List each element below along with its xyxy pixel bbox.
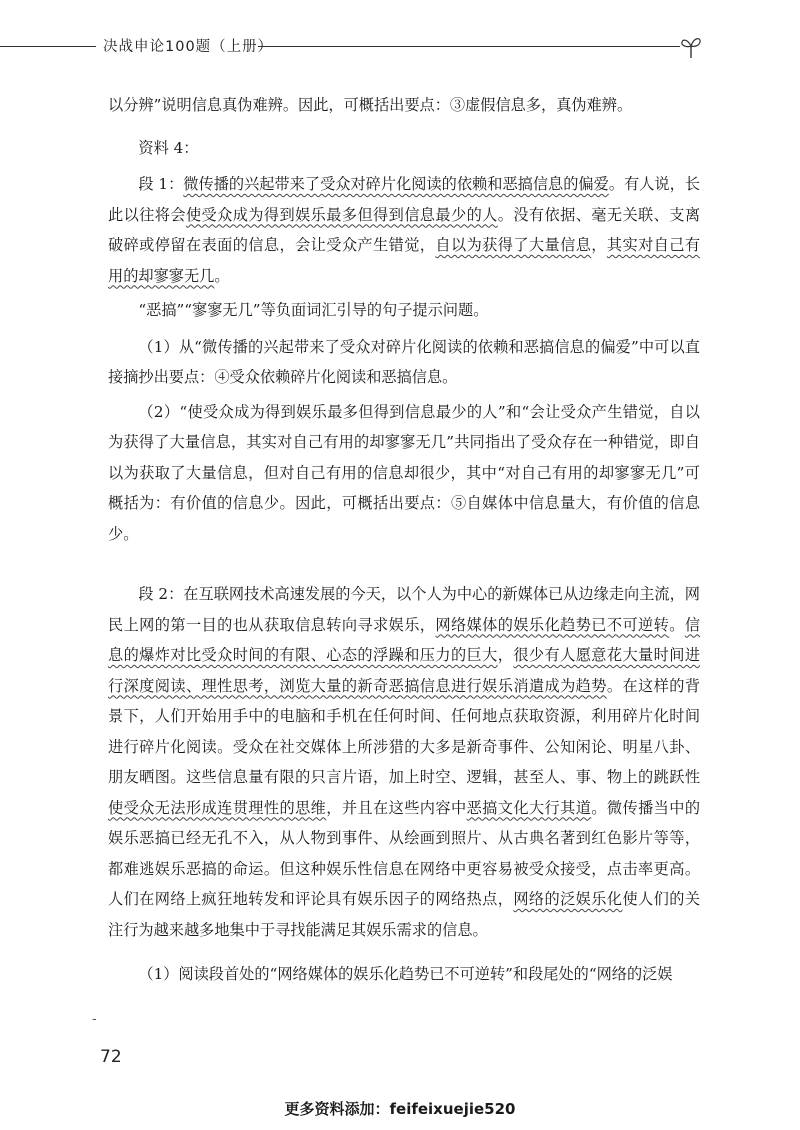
text-run: 使人们的关注行为越来越多地集中于寻找能满足其娱乐需求的信息。 bbox=[108, 890, 701, 939]
header-title: 决战申论100题（上册） bbox=[103, 39, 274, 55]
margin-mark: - bbox=[92, 1012, 97, 1027]
continued-paragraph: 以分辨”说明信息真伪难辨。因此，可概括出要点：③虚假信息多，真伪难辨。 bbox=[108, 96, 633, 114]
text-run: 。在这样的背景下，人们开始用手中的电脑和手机在任何时间、任何地点获取资源，利用碎片化时间进行碎片化阅读。受众在社交媒体上所涉猎的大多是新奇事件、公知闲论、明星八卦、朋友晒图。这些信息量有限的只言片语，加上时空、逻辑，甚至人、事、物上的跳跃性 bbox=[108, 676, 701, 786]
segment-label: 段 1： bbox=[138, 175, 184, 193]
text-run: ， bbox=[497, 646, 514, 664]
text-run: 。 bbox=[669, 615, 685, 634]
text-run: ，并且在这些内容中 bbox=[326, 798, 467, 817]
page-body bbox=[108, 90, 700, 990]
text-run: ， bbox=[591, 236, 607, 254]
header-rule-right bbox=[258, 46, 680, 47]
underlined-phrase: 网络媒体的娱乐化趋势已不可逆转 bbox=[435, 615, 670, 634]
running-header bbox=[0, 34, 800, 60]
analysis-item-3: （1）阅读段首处的“网络媒体的娱乐化趋势已不可逆转”和段尾处的“网络的泛娱 bbox=[138, 965, 673, 983]
material-segment-1 bbox=[108, 169, 700, 291]
analysis-item-1: （1）从“微传播的兴起带来了受众对碎片化阅读的依赖和恶搞信息的偏爱”中可以直接摘抄出要点：④受众依赖碎片化阅读和恶搞信息。 bbox=[108, 337, 700, 386]
underlined-phrase: 很少有人愿意花大量时间进行深度阅读、理性思考，浏览大量的新奇恶搞信息进行娱乐消遣成为趋势 bbox=[108, 646, 701, 695]
underlined-phrase: 其实对自己有用的却寥寥无几 bbox=[108, 236, 701, 285]
material-segment-2 bbox=[108, 579, 700, 945]
underlined-phrase: 自以为获得了大量信息 bbox=[435, 236, 592, 254]
underlined-phrase: 微传播的兴起带来了受众对碎片化阅读的依赖和恶搞信息的偏爱 bbox=[183, 175, 609, 193]
text-run: 。微传播当中的娱乐恶搞已经无孔不入，从人物到事件、从绘画到照片、从古典名著到红色影片等等，都难逃娱乐恶搞的命运。但这种娱乐性信息在网络中更容易被受众接受，点击率更高。人们在网络上疯狂地转发和评论具有娱乐因子的网络热点， bbox=[108, 798, 701, 908]
underlined-phrase: 网络的泛娱乐化 bbox=[513, 890, 623, 908]
underlined-phrase: 恶搞文化大行其道 bbox=[466, 798, 592, 817]
text-run: 。没有依据、毫无关联、支离破碎或停留在表面的信息，会让受众产生错觉， bbox=[108, 205, 701, 254]
analysis-item-2: （2）“使受众成为得到娱乐最多但得到信息最少的人”和“会让受众产生错觉，自以为获得了大量信息，其实对自己有用的却寥寥无几”共同指出了受众存在一种错觉，即自以为获取了大量信息，但对自己有用的信息却很少，其中“对自己有用的却寥寥无几”可概括为：有价值的信息少。因此，可概括出要点：⑤自媒体中信息量大，有价值的信息少。 bbox=[108, 402, 700, 543]
footer-note: 更多资料添加：feifeixuejie520 bbox=[284, 1100, 516, 1118]
text-run: 段 2：在互联网技术高速发展的今天，以个人为中心的新媒体已从边缘走向主流，网民上网的第一目的也从获取信息转向寻求娱乐， bbox=[108, 585, 700, 634]
sprout-icon bbox=[679, 34, 703, 60]
analysis-intro: “恶搞”“寥寥无几”等负面词汇引导的句子提示问题。 bbox=[138, 301, 489, 319]
page-number: 72 bbox=[100, 1047, 122, 1067]
source-label: 资料 4： bbox=[138, 138, 199, 157]
underlined-phrase: 使受众无法形成连贯理性的思维 bbox=[108, 798, 327, 817]
header-rule-left bbox=[0, 46, 96, 47]
underlined-phrase: 信息的爆炸对比受众时间的有限、心态的浮躁和压力的巨大 bbox=[108, 615, 701, 664]
text-run: 。有人说，长此以往将会 bbox=[108, 175, 701, 224]
text-run: 。 bbox=[214, 266, 230, 285]
underlined-phrase: 使受众成为得到娱乐最多但得到信息最少的人 bbox=[185, 205, 498, 224]
